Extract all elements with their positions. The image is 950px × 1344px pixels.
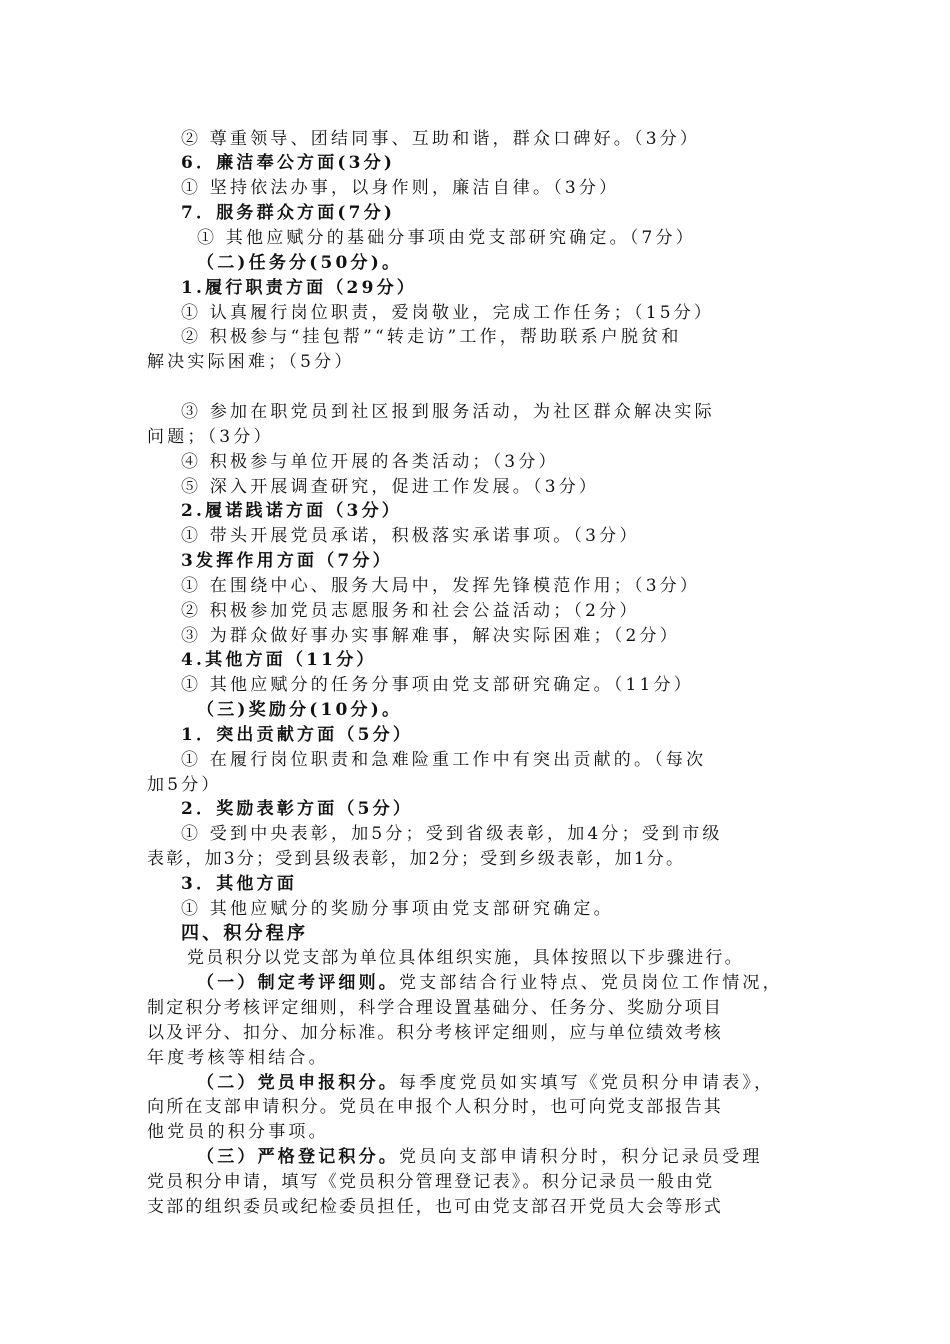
text-line: ① 其他应赋分的任务分事项由党支部研究确定。（11分） <box>181 675 694 695</box>
text-line: 问题；（3分） <box>147 427 274 447</box>
text-line: ③ 参加在职党员到社区报到服务活动，为社区群众解决实际 <box>181 402 715 422</box>
step-title: （一）制定考评细则。 <box>197 973 399 993</box>
text-line: 年度考核等相结合。 <box>147 1048 329 1068</box>
text-line: 以及评分、扣分、加分标准。积分考核评定细则，应与单位绩效考核 <box>147 1023 723 1043</box>
text-line: 他党员的积分事项。 <box>147 1122 329 1142</box>
section-heading: 1.履行职责方面（29分） <box>181 278 418 298</box>
section-heading: 2.履诺践诺方面（3分） <box>181 501 402 521</box>
text-line: ① 受到中央表彰，加5分；受到省级表彰，加4分；受到市级 <box>181 824 723 844</box>
section-heading: 6．廉洁奉公方面(3分) <box>181 153 396 173</box>
text-line: ② 尊重领导、团结同事、互助和谐，群众口碑好。（3分） <box>181 129 701 149</box>
step-text: 党员向支部申请积分时，积分记录员受理 <box>399 1147 763 1167</box>
text-line: ④ 积极参与单位开展的各类活动；（3分） <box>181 452 559 472</box>
section-heading: 3．其他方面 <box>181 874 298 894</box>
text-line: 表彰，加3分；受到县级表彰，加2分；受到乡级表彰，加1分。 <box>147 849 686 869</box>
text-line: ③ 为群众做好事办实事解难事，解决实际困难；（2分） <box>181 626 680 646</box>
text-line: ① 带头开展党员承诺，积极落实承诺事项。（3分） <box>181 526 640 546</box>
text-line: ② 积极参加党员志愿服务和社会公益活动；（2分） <box>181 601 640 621</box>
text-line: 制定积分考核评定细则，科学合理设置基础分、任务分、奖励分项目 <box>147 998 723 1018</box>
text-line: 解决实际困难；（5分） <box>147 352 355 372</box>
text-line: ② 积极参与“挂包帮”“转走访”工作，帮助联系户脱贫和 <box>181 327 682 347</box>
text-line: 加5分） <box>147 775 222 795</box>
section-heading: 7．服务群众方面(7分) <box>181 203 396 223</box>
text-line: ① 坚持依法办事，以身作则，廉洁自律。（3分） <box>181 178 620 198</box>
text-line: ① 其他应赋分的基础分事项由党支部研究确定。（7分） <box>197 228 696 248</box>
paragraph-line <box>197 971 809 995</box>
text-line: ① 认真履行岗位职责，爱岗敬业，完成工作任务；（15分） <box>181 303 715 323</box>
text-line: 党员积分申请，填写《党员积分管理登记表》。积分记录员一般由党 <box>147 1172 715 1192</box>
step-title: （三）严格登记积分。 <box>197 1147 399 1167</box>
text-line: 党员积分以党支部为单位具体组织实施，具体按照以下步骤进行。 <box>187 948 744 968</box>
section-heading: 3发挥作用方面（7分） <box>181 551 393 571</box>
step-text: 党支部结合行业特点、党员岗位工作情况， <box>399 973 783 993</box>
text-line: ① 在履行岗位职责和急难险重工作中有突出贡献的。（每次 <box>181 750 707 770</box>
paragraph-line <box>197 1145 809 1169</box>
text-line: ① 其他应赋分的奖励分事项由党支部研究确定。 <box>181 899 614 919</box>
text-line: ① 在围绕中心、服务大局中，发挥先锋模范作用；（3分） <box>181 576 701 596</box>
section-heading: 1．突出贡献方面（5分） <box>181 725 414 745</box>
section-heading: 4.其他方面（11分） <box>181 650 377 670</box>
step-title: （二）党员申报积分。 <box>197 1073 399 1093</box>
text-line: 支部的组织委员或纪检委员担任，也可由党支部召开党员大会等形式 <box>147 1197 723 1217</box>
section-heading: （三)奖励分(10分)。 <box>197 700 403 720</box>
chapter-heading: 四、积分程序 <box>181 923 309 944</box>
section-heading: 2．奖励表彰方面（5分） <box>181 799 414 819</box>
text-line: ⑤ 深入开展调查研究，促进工作发展。（3分） <box>181 477 600 497</box>
text-line: 向所在支部申请积分。党员在申报个人积分时，也可向党支部报告其 <box>147 1097 723 1117</box>
section-heading: （二)任务分(50分)。 <box>197 253 403 273</box>
paragraph-line <box>197 1071 809 1095</box>
step-text: 每季度党员如实填写《党员积分申请表》， <box>399 1073 775 1093</box>
